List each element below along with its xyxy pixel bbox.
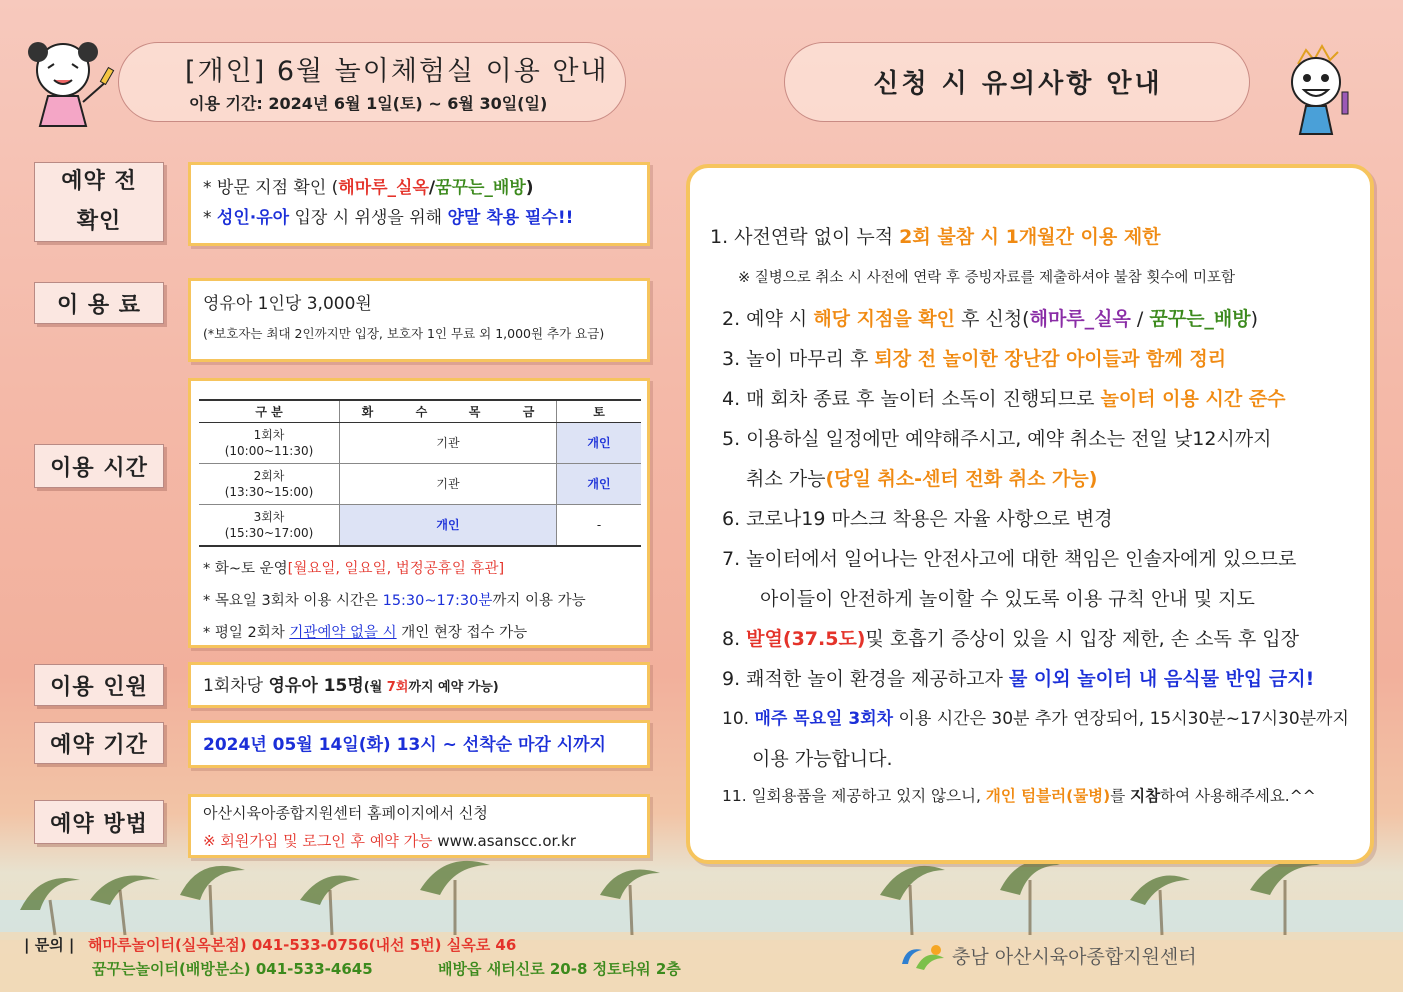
page-title: [개인] 6월 놀이체험실 이용 안내 — [185, 56, 609, 87]
capacity-monthly: 7회 — [386, 680, 409, 695]
branch-haemaru: 해마루_실옥 — [338, 178, 429, 198]
label-method: 예약 방법 — [34, 800, 164, 844]
weekday-cell: 기관 — [340, 423, 557, 464]
center-name: 충남 아산시육아종합지원센터 — [952, 946, 1197, 968]
rule-2-haemaru: 해마루_실옥 — [1029, 308, 1131, 330]
label-fee: 이 용 료 — [34, 282, 164, 324]
rule-3-pre: 3. 놀이 마무리 후 — [722, 348, 875, 370]
session-hours: (10:00~11:30) — [224, 444, 314, 458]
rule-2-post: ) — [1250, 308, 1259, 330]
rule-8-post: 및 호흡기 증상이 있을 시 입장 제한, 손 소독 후 입장 — [865, 628, 1300, 650]
rule-10-post: 이용 시간은 30분 추가 연장되어, 15시30분~17시30분까지 — [893, 709, 1349, 729]
note-walkin — [203, 617, 639, 649]
rule-10 — [722, 704, 1349, 729]
footer-inquiry-label: | 문의 | — [24, 936, 75, 954]
rule-3-highlight: 퇴장 전 놀이한 장난감 아이들과 함께 정리 — [874, 348, 1227, 370]
note3-pre: * 평일 2회차 — [203, 625, 290, 641]
session-cell — [199, 505, 340, 547]
rule-2-mid: 후 신청( — [955, 308, 1030, 330]
label-period: 예약 기간 — [34, 722, 164, 764]
capacity-pre: 1회차당 — [203, 676, 269, 696]
rule-11-bring: 지참 — [1130, 787, 1161, 805]
saturday-cell: 개인 — [557, 423, 642, 464]
rule-4 — [722, 384, 1286, 411]
session-hours: (15:30~17:00) — [224, 526, 314, 540]
method-line1: 아산시육아종합지원센터 홈페이지에서 신청 — [203, 804, 488, 822]
footer-line2-address: 배방읍 새터신로 20-8 정토타워 2층 — [438, 960, 681, 978]
label-capacity: 이용 인원 — [34, 664, 164, 706]
girl-doodle-icon — [18, 30, 128, 135]
capacity-count: 영유아 15명 — [268, 676, 364, 696]
weekday-cell: 기관 — [340, 464, 557, 505]
capacity-paren-post: 까지 예약 가능) — [408, 680, 499, 695]
method-login-note: ※ 회원가입 및 로그인 후 예약 가능 — [203, 832, 433, 850]
note1-closed: [월요일, 일요일, 법정공휴일 휴관] — [287, 561, 505, 577]
label-before-reservation — [34, 162, 164, 242]
capacity-paren-pre: (월 — [363, 680, 387, 695]
branch-kkum: 꿈꾸는_배방 — [435, 178, 526, 198]
time-notes — [199, 553, 639, 649]
socks-must: 양말 착용 필수!! — [447, 208, 574, 228]
rule-5-highlight: (당일 취소-센터 전화 취소 가능) — [825, 468, 1098, 490]
rule-7-line1: 7. 놀이터에서 일어나는 안전사고에 대한 책임은 인솔자에게 있으므로 — [722, 548, 1297, 570]
rule-3 — [722, 344, 1226, 371]
col-header-category: 구 분 — [199, 400, 340, 423]
session-name: 2회차 — [253, 469, 285, 483]
rule-2 — [722, 304, 1258, 331]
note-operating-days — [203, 553, 639, 585]
rule-11-highlight: 개인 텀블러(물병) — [985, 787, 1111, 805]
rule-1-highlight: 2회 불참 시 1개월간 이용 제한 — [899, 226, 1161, 248]
note2-post: 까지 이용 가능 — [492, 593, 586, 609]
rule-5-line2 — [746, 464, 1097, 491]
rule-10-line2: 이용 가능합니다. — [752, 748, 893, 770]
rule-5-line1: 5. 이용하실 일정에만 예약해주시고, 예약 취소는 전일 낮12시까지 — [722, 428, 1272, 450]
header-title-panel — [118, 42, 626, 122]
rule-2-pre: 2. 예약 시 — [722, 308, 814, 330]
col-header-thu: 목 — [448, 400, 501, 423]
rule-11 — [722, 784, 1316, 806]
label-time: 이용 시간 — [34, 444, 164, 488]
visit-branch-line — [203, 173, 635, 203]
usage-period: 이용 기간: 2024년 6월 1일(토) ~ 6월 30일(일) — [189, 94, 548, 113]
method-line2 — [203, 827, 635, 855]
rule-9 — [722, 664, 1314, 691]
schedule-table — [199, 399, 641, 547]
rule-1-note: ※ 질병으로 취소 시 사전에 연락 후 증빙자료를 제출하셔야 불참 횟수에 미포함 — [738, 270, 1236, 286]
rule-5-pre: 취소 가능 — [746, 468, 826, 490]
weekday-cell: 개인 — [340, 505, 557, 547]
col-header-wed: 수 — [395, 400, 448, 423]
visit-branch-pre: * 방문 지점 확인 ( — [203, 178, 339, 198]
rule-9-highlight: 물 이외 놀이터 내 음식물 반입 금지! — [1008, 668, 1315, 690]
capacity-box — [188, 662, 650, 708]
rules-panel — [686, 164, 1374, 864]
rule-2-kkum: 꿈꾸는_배방 — [1149, 308, 1251, 330]
socks-target: 성인·유아 — [216, 208, 290, 228]
saturday-cell: - — [557, 505, 642, 547]
footer-line2-branch: 꿈꾸는놀이터(배방분소) 041-533-4645 — [92, 960, 373, 978]
notice-title: 신청 시 유의사항 안내 — [873, 69, 1163, 99]
rule-6: 6. 코로나19 마스크 착용은 자율 사항으로 변경 — [722, 508, 1113, 530]
socks-star: * — [203, 208, 217, 228]
rule-11-pre: 11. 일회용품을 제공하고 있지 않으니, — [722, 787, 986, 805]
rule-4-highlight: 놀이터 이용 시간 준수 — [1100, 388, 1286, 410]
note1-pre: * 화~토 운영 — [203, 561, 288, 577]
session-cell — [199, 464, 340, 505]
visit-branch-post: ) — [525, 178, 534, 198]
rule-8-pre: 8. — [722, 628, 747, 650]
before-reservation-box — [188, 162, 650, 246]
center-logo-icon — [896, 940, 948, 974]
table-row — [199, 464, 641, 505]
table-row — [199, 505, 641, 547]
rule-1 — [710, 222, 1161, 249]
label-before-line1: 예약 전 — [61, 169, 137, 194]
time-box — [188, 378, 650, 648]
session-name: 1회차 — [253, 428, 285, 442]
schedule-header-row — [199, 400, 641, 423]
rule-4-pre: 4. 매 회차 종료 후 놀이터 소독이 진행되므로 — [722, 388, 1101, 410]
note3-post: 개인 현장 접수 가능 — [396, 625, 528, 641]
col-header-sat: 토 — [557, 400, 642, 423]
session-name: 3회차 — [253, 510, 285, 524]
rule-2-sep: / — [1130, 308, 1150, 330]
reservation-period: 2024년 05월 14일(화) 13시 ~ 선착순 마감 시까지 — [203, 735, 606, 755]
rule-8 — [722, 624, 1299, 651]
footer-line1: 해마루놀이터(실옥본점) 041-533-0756(내선 5번) 실옥로 46 — [88, 936, 517, 954]
homepage-link[interactable]: www.asanscc.or.kr — [437, 832, 576, 850]
socks-mid: 입장 시 위생을 위해 — [289, 208, 448, 228]
session-cell — [199, 423, 340, 464]
rule-2-highlight: 해당 지점을 확인 — [813, 308, 956, 330]
rule-8-fever: 발열(37.5도) — [746, 628, 866, 650]
saturday-cell: 개인 — [557, 464, 642, 505]
note2-pre: * 목요일 3회차 이용 시간은 — [203, 593, 383, 609]
col-header-fri: 금 — [501, 400, 556, 423]
rule-10-pre: 10. — [722, 709, 755, 729]
rule-7-line2: 아이들이 안전하게 놀이할 수 있도록 이용 규칙 안내 및 지도 — [760, 588, 1255, 610]
note3-cond: 기관예약 없을 시 — [289, 625, 397, 641]
method-box — [188, 794, 650, 858]
rule-11-mid: 를 — [1110, 787, 1131, 805]
branch-sep: / — [428, 178, 436, 198]
fee-amount: 영유아 1인당 3,000원 — [203, 294, 372, 314]
rule-9-pre: 9. 쾌적한 놀이 환경을 제공하고자 — [722, 668, 1009, 690]
rule-11-post: 하여 사용해주세요.^^ — [1160, 787, 1316, 805]
session-hours: (13:30~15:00) — [224, 485, 314, 499]
label-before-line2: 확인 — [76, 209, 122, 234]
period-box — [188, 720, 650, 768]
col-header-tue: 화 — [340, 400, 395, 423]
boy-doodle-icon — [1276, 42, 1366, 142]
fee-guardian-note: (*보호자는 최대 2인까지만 입장, 보호자 1인 무료 외 1,000원 추가 요금) — [203, 326, 605, 341]
fee-box — [188, 278, 650, 362]
rule-1-pre: 1. 사전연락 없이 누적 — [710, 226, 900, 248]
note-thursday — [203, 585, 639, 617]
notice-title-panel — [784, 42, 1250, 122]
socks-required-line — [203, 203, 635, 233]
table-row — [199, 423, 641, 464]
rule-10-highlight: 매주 목요일 3회차 — [754, 709, 894, 729]
note2-time: 15:30~17:30분 — [382, 593, 493, 609]
